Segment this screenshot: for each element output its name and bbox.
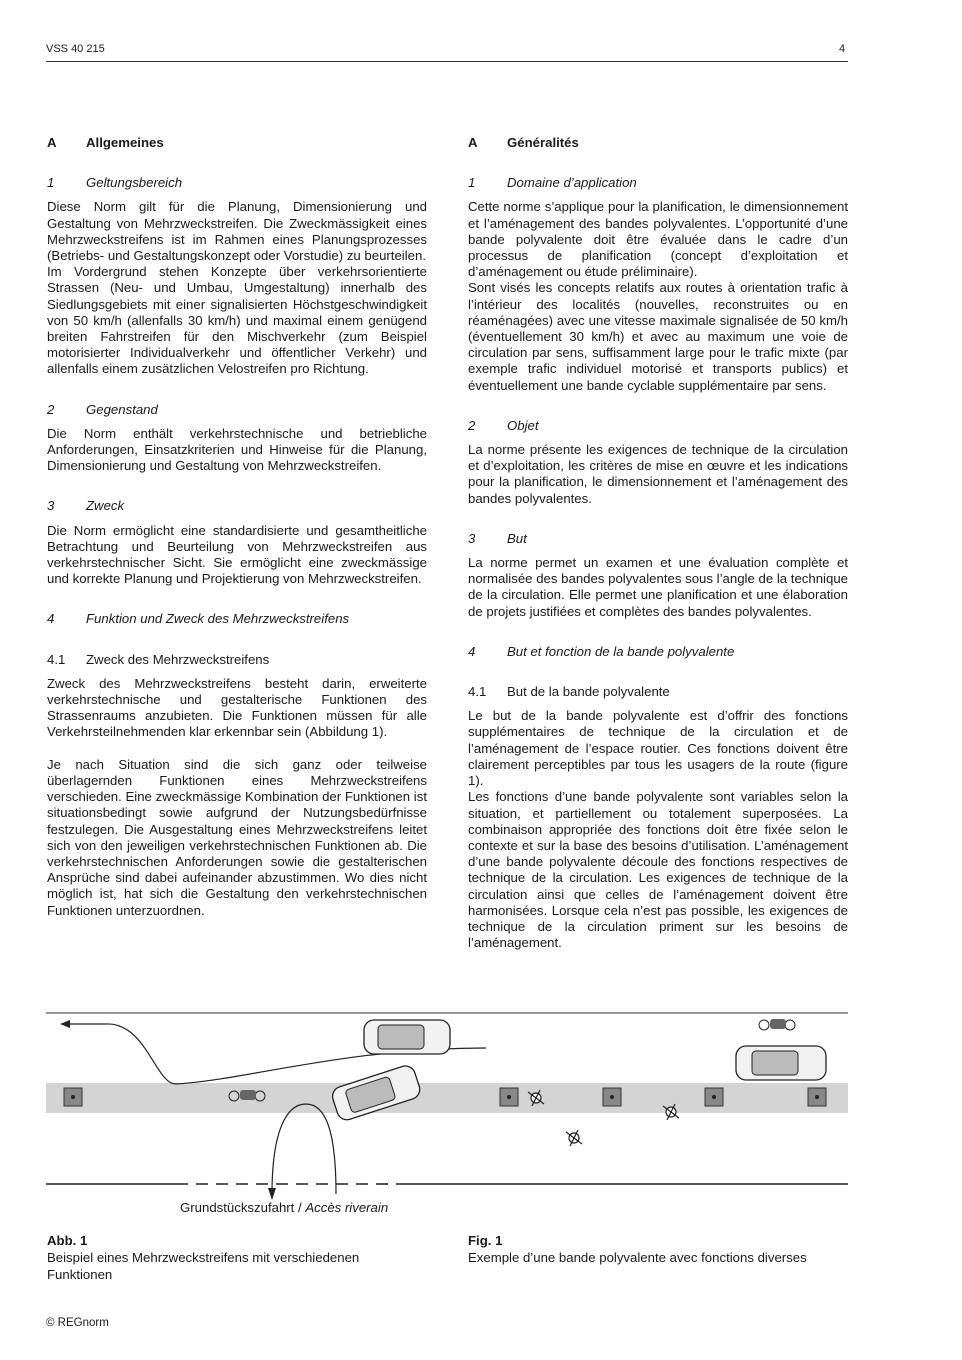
section-heading: A Généralités (468, 135, 579, 150)
paragraph: Diese Norm gilt für die Planung, Dimensionierung und Gestaltung von Mehrzweckstreifen. Die Zweckmässigkeit eines Mehrzweckstreifens ist im Rahmen eines Planungsprozesses (Betriebs- und Gestaltungskonzept oder Vorstudie) zu beurteilen. (47, 199, 427, 264)
car-icon (736, 1046, 826, 1080)
subsection-heading: 3 Zweck (47, 498, 125, 514)
figure-label: Grundstückszufahrt / Accès riverain (180, 1200, 389, 1215)
car-icon (330, 1063, 422, 1122)
page-number: 4 (839, 43, 846, 55)
paragraph: Les fonctions d’une bande polyvalente sont variables selon la situation, et partiellement ou totalement superposées. La combinaison appropriée des fonctions doit être fixée selon le contexte et sur la base des besoins d’utilisation. L’aménagement d’une bande polyvalente découle des fonctions respectives de technique de la circulation. Les exigences de technique de la circulation ainsi que celles de l’aménagement doivent être harmonisées. Lorsque cela n’est pas possible, les exigences de technique de la circulation priment sur les besoins de l’aménagement. (468, 789, 848, 951)
paragraph: Zweck des Mehrzweckstreifens besteht darin, erweiterte verkehrstechnische und gestalterische Funktionen des Strassenraums anzubieten. Die Funktionen müssen für alle Verkehrsteilnehmenden klar erkennbar sein (Abbildung 1). (47, 675, 427, 740)
subsubsection-heading: 4.1 But de la bande polyvalente (468, 684, 670, 700)
cyclist-icon (759, 1019, 795, 1030)
subsection-heading: 1 Domaine d’application (468, 175, 637, 191)
paragraph: Le but de la bande polyvalente est d’offrir des fonctions supplémentaires de technique de la circulation et de l’aménagement de l’espace routier. Ces fonctions doivent être clairement perceptibles par tous les usagers de la route (figure 1). (468, 708, 848, 789)
paragraph: La norme permet un examen et une évaluation complète et normalisée des bandes polyvalentes sous l’angle de la technique de la circulation. Elle permet une planification et une élaboration de projets justifiées et complètes des bandes polyvalentes. (468, 555, 848, 619)
paragraph: La norme présente les exigences de technique de la circulation et d’exploitation, les critères de mise en œuvre et les indications pour la planification, le dimensionnement et l’aménagement des bandes polyvalentes. (468, 442, 848, 506)
subsection-heading: 4 Funktion und Zweck des Mehrzweckstreifens (47, 611, 350, 627)
column-german (47, 135, 427, 919)
paragraph: Je nach Situation sind die sich ganz oder teilweise überlagernden Funktionen eines Mehrzweckstreifens verschieden. Eine zweckmässige Kombination der Funktionen ist situationsbedingt sowie aufgrund der Nutzungsbedürfnisse festzulegen. Die Ausgestaltung eines Mehrzweckstreifens leitet sich von den jeweiligen verkehrstechnischen Funktionen ab. Die verkehrstechnischen Anforderungen sowie die gestalterischen Ansprüche sind dabei aufeinander abzustimmen. Wo dies nicht möglich ist, hat sich die Gestaltung den verkehrstechnischen Funktionen unterzuordnen. (47, 756, 427, 918)
subsection-heading: 3 But (468, 530, 527, 546)
paragraph: Cette norme s’applique pour la planification, le dimensionnement et l’aménagement des bandes polyvalentes. L’opportunité d’une bande polyvalente doit être évaluée dans le cadre d’un processus de planification (concept d’exploitation et d’aménagement ou étude préliminaire). (468, 199, 848, 280)
driveway-path-line (272, 1104, 336, 1194)
subsection-heading: 2 Gegenstand (47, 401, 158, 417)
figure-caption-french: Fig. 1 Exemple d’une bande polyvalente avec fonctions diverses (468, 1233, 807, 1265)
car-icon (364, 1020, 450, 1054)
column-french (468, 135, 848, 951)
subsection-heading: 2 Objet (468, 417, 539, 433)
paragraph: Die Norm enthält verkehrstechnische und betriebliche Anforderungen, Einsatzkriterien und Hinweise für die Planung, Dimensionierung und Gestaltung von Mehrzweckstreifen. (47, 425, 427, 474)
header-rule (46, 61, 848, 62)
arrow-left-icon (60, 1020, 70, 1028)
road-illustration (46, 1012, 848, 1218)
paragraph: Sont visés les concepts relatifs aux routes à orientation trafic à l’intérieur des localités (nouvelles, reconstruites ou en réaménagées) avec une vitesse maximale signalisée de 50 km/h (éventuellement 30 km/h) et avec au maximum une voie de circulation par sens, suffisamment large pour le trafic mixte (par exemple trafic individuel motorisé et transports publics) et éventuellement une bande cyclable supplémentaire par sens. (468, 280, 848, 393)
subsection-heading: 1 Geltungsbereich (47, 175, 183, 191)
copyright-footer: © REGnorm (46, 1317, 109, 1329)
subsubsection-heading: 4.1 Zweck des Mehrzweckstreifens (47, 651, 270, 667)
section-heading: A Allgemeines (47, 135, 164, 150)
multipurpose-strip (46, 1083, 848, 1113)
document-id: VSS 40 215 (46, 43, 105, 55)
paragraph: Im Vordergrund stehen Konzepte über verkehrsorientierte Strassen (Neu- und Umbau, Umgestaltung) innerhalb des Siedlungsgebiets mit einer signalisierten Höchstgeschwindigkeit von 50 km/h (allenfalls 30 km/h) und maximal einem genügend breiten Fahrstreifen für den Mischverkehr (zum Beispiel motorisierter Individualverkehr und öffentlicher Verkehr) und allenfalls einem zusätzlichen Velostreifen pro Richtung. (47, 264, 427, 377)
subsection-heading: 4 But et fonction de la bande polyvalente (468, 643, 735, 659)
figure-caption-german: Abb. 1 Beispiel eines Mehrzweckstreifens mit verschiedenen Funktionen (47, 1233, 360, 1282)
arrow-down-icon (268, 1188, 276, 1200)
paragraph: Die Norm ermöglicht eine standardisierte und gesamtheitliche Betrachtung und Beurteilung von Mehrzweckstreifen aus verkehrstechnischer Sicht. Sie ermöglicht eine zweckmässige und korrekte Planung und Projektierung von Mehrzweckstreifen. (47, 522, 427, 587)
